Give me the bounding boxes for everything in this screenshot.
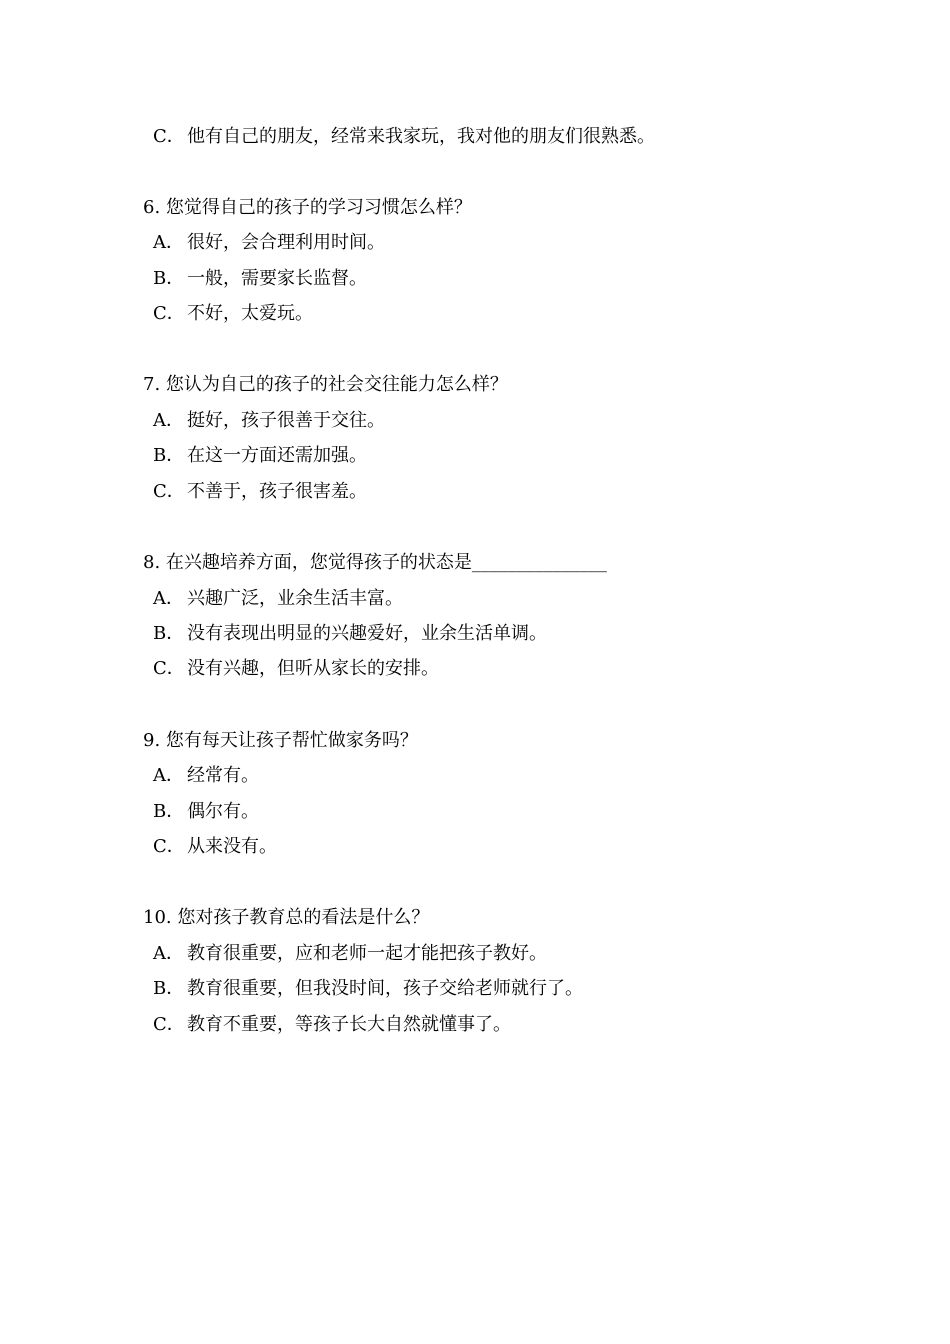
question-7: 7. 您认为自己的孩子的社会交往能力怎么样？ — [143, 374, 508, 395]
q10-option-a — [153, 942, 547, 966]
q9-option-b — [153, 800, 259, 824]
q8-option-a — [153, 587, 403, 611]
q6-option-a — [153, 231, 385, 255]
q8-option-b — [153, 622, 547, 646]
option-letter: C． — [153, 481, 185, 502]
option-text: 在这一方面还需加强。 — [187, 445, 367, 466]
option-letter: C． — [153, 303, 185, 324]
option-text: 没有兴趣，但听从家长的安排。 — [187, 658, 439, 679]
option-letter: A． — [153, 765, 184, 786]
q10-option-c — [153, 1013, 511, 1037]
option-text: 挺好，孩子很善于交往。 — [187, 410, 385, 431]
question-10: 10. 您对孩子教育总的看法是什么？ — [143, 907, 430, 928]
q9-option-a — [153, 764, 259, 788]
q8-option-c — [153, 657, 439, 681]
q6-option-c — [153, 302, 313, 326]
option-text: 教育很重要，应和老师一起才能把孩子教好。 — [187, 943, 547, 964]
option-text: 他有自己的朋友，经常来我家玩，我对他的朋友们很熟悉。 — [187, 126, 655, 147]
option-text: 教育不重要，等孩子长大自然就懂事了。 — [187, 1014, 511, 1035]
option-text: 不好，太爱玩。 — [187, 303, 313, 324]
option-letter: B． — [153, 623, 185, 644]
option-text: 兴趣广泛，业余生活丰富。 — [187, 588, 403, 609]
option-letter: B． — [153, 801, 185, 822]
option-letter: C． — [153, 1014, 185, 1035]
q5-option-c — [153, 125, 655, 149]
option-text: 从来没有。 — [187, 836, 277, 857]
option-letter: A． — [153, 410, 184, 431]
option-letter: C． — [153, 658, 185, 679]
option-letter: A． — [153, 943, 184, 964]
option-letter: B． — [153, 978, 185, 999]
q6-option-b — [153, 267, 367, 291]
question-9: 9. 您有每天让孩子帮忙做家务吗？ — [143, 730, 418, 751]
q7-option-b — [153, 444, 367, 468]
option-text: 教育很重要，但我没时间，孩子交给老师就行了。 — [187, 978, 583, 999]
option-text: 没有表现出明显的兴趣爱好，业余生活单调。 — [187, 623, 547, 644]
question-8: 8. 在兴趣培养方面，您觉得孩子的状态是_______________ — [143, 552, 607, 573]
option-letter: A． — [153, 232, 184, 253]
option-text: 不善于，孩子很害羞。 — [187, 481, 367, 502]
q10-option-b — [153, 977, 583, 1001]
q9-option-c — [153, 835, 277, 859]
option-text: 很好，会合理利用时间。 — [187, 232, 385, 253]
question-6: 6. 您觉得自己的孩子的学习习惯怎么样？ — [143, 197, 472, 218]
option-text: 偶尔有。 — [187, 801, 259, 822]
option-text: 一般，需要家长监督。 — [187, 268, 367, 289]
option-text: 经常有。 — [187, 765, 259, 786]
option-letter: B． — [153, 268, 185, 289]
q7-option-c — [153, 480, 367, 504]
option-letter: A． — [153, 588, 184, 609]
option-letter: C． — [153, 836, 185, 857]
option-letter: B． — [153, 445, 185, 466]
q7-option-a — [153, 409, 385, 433]
option-letter: C． — [153, 126, 185, 147]
